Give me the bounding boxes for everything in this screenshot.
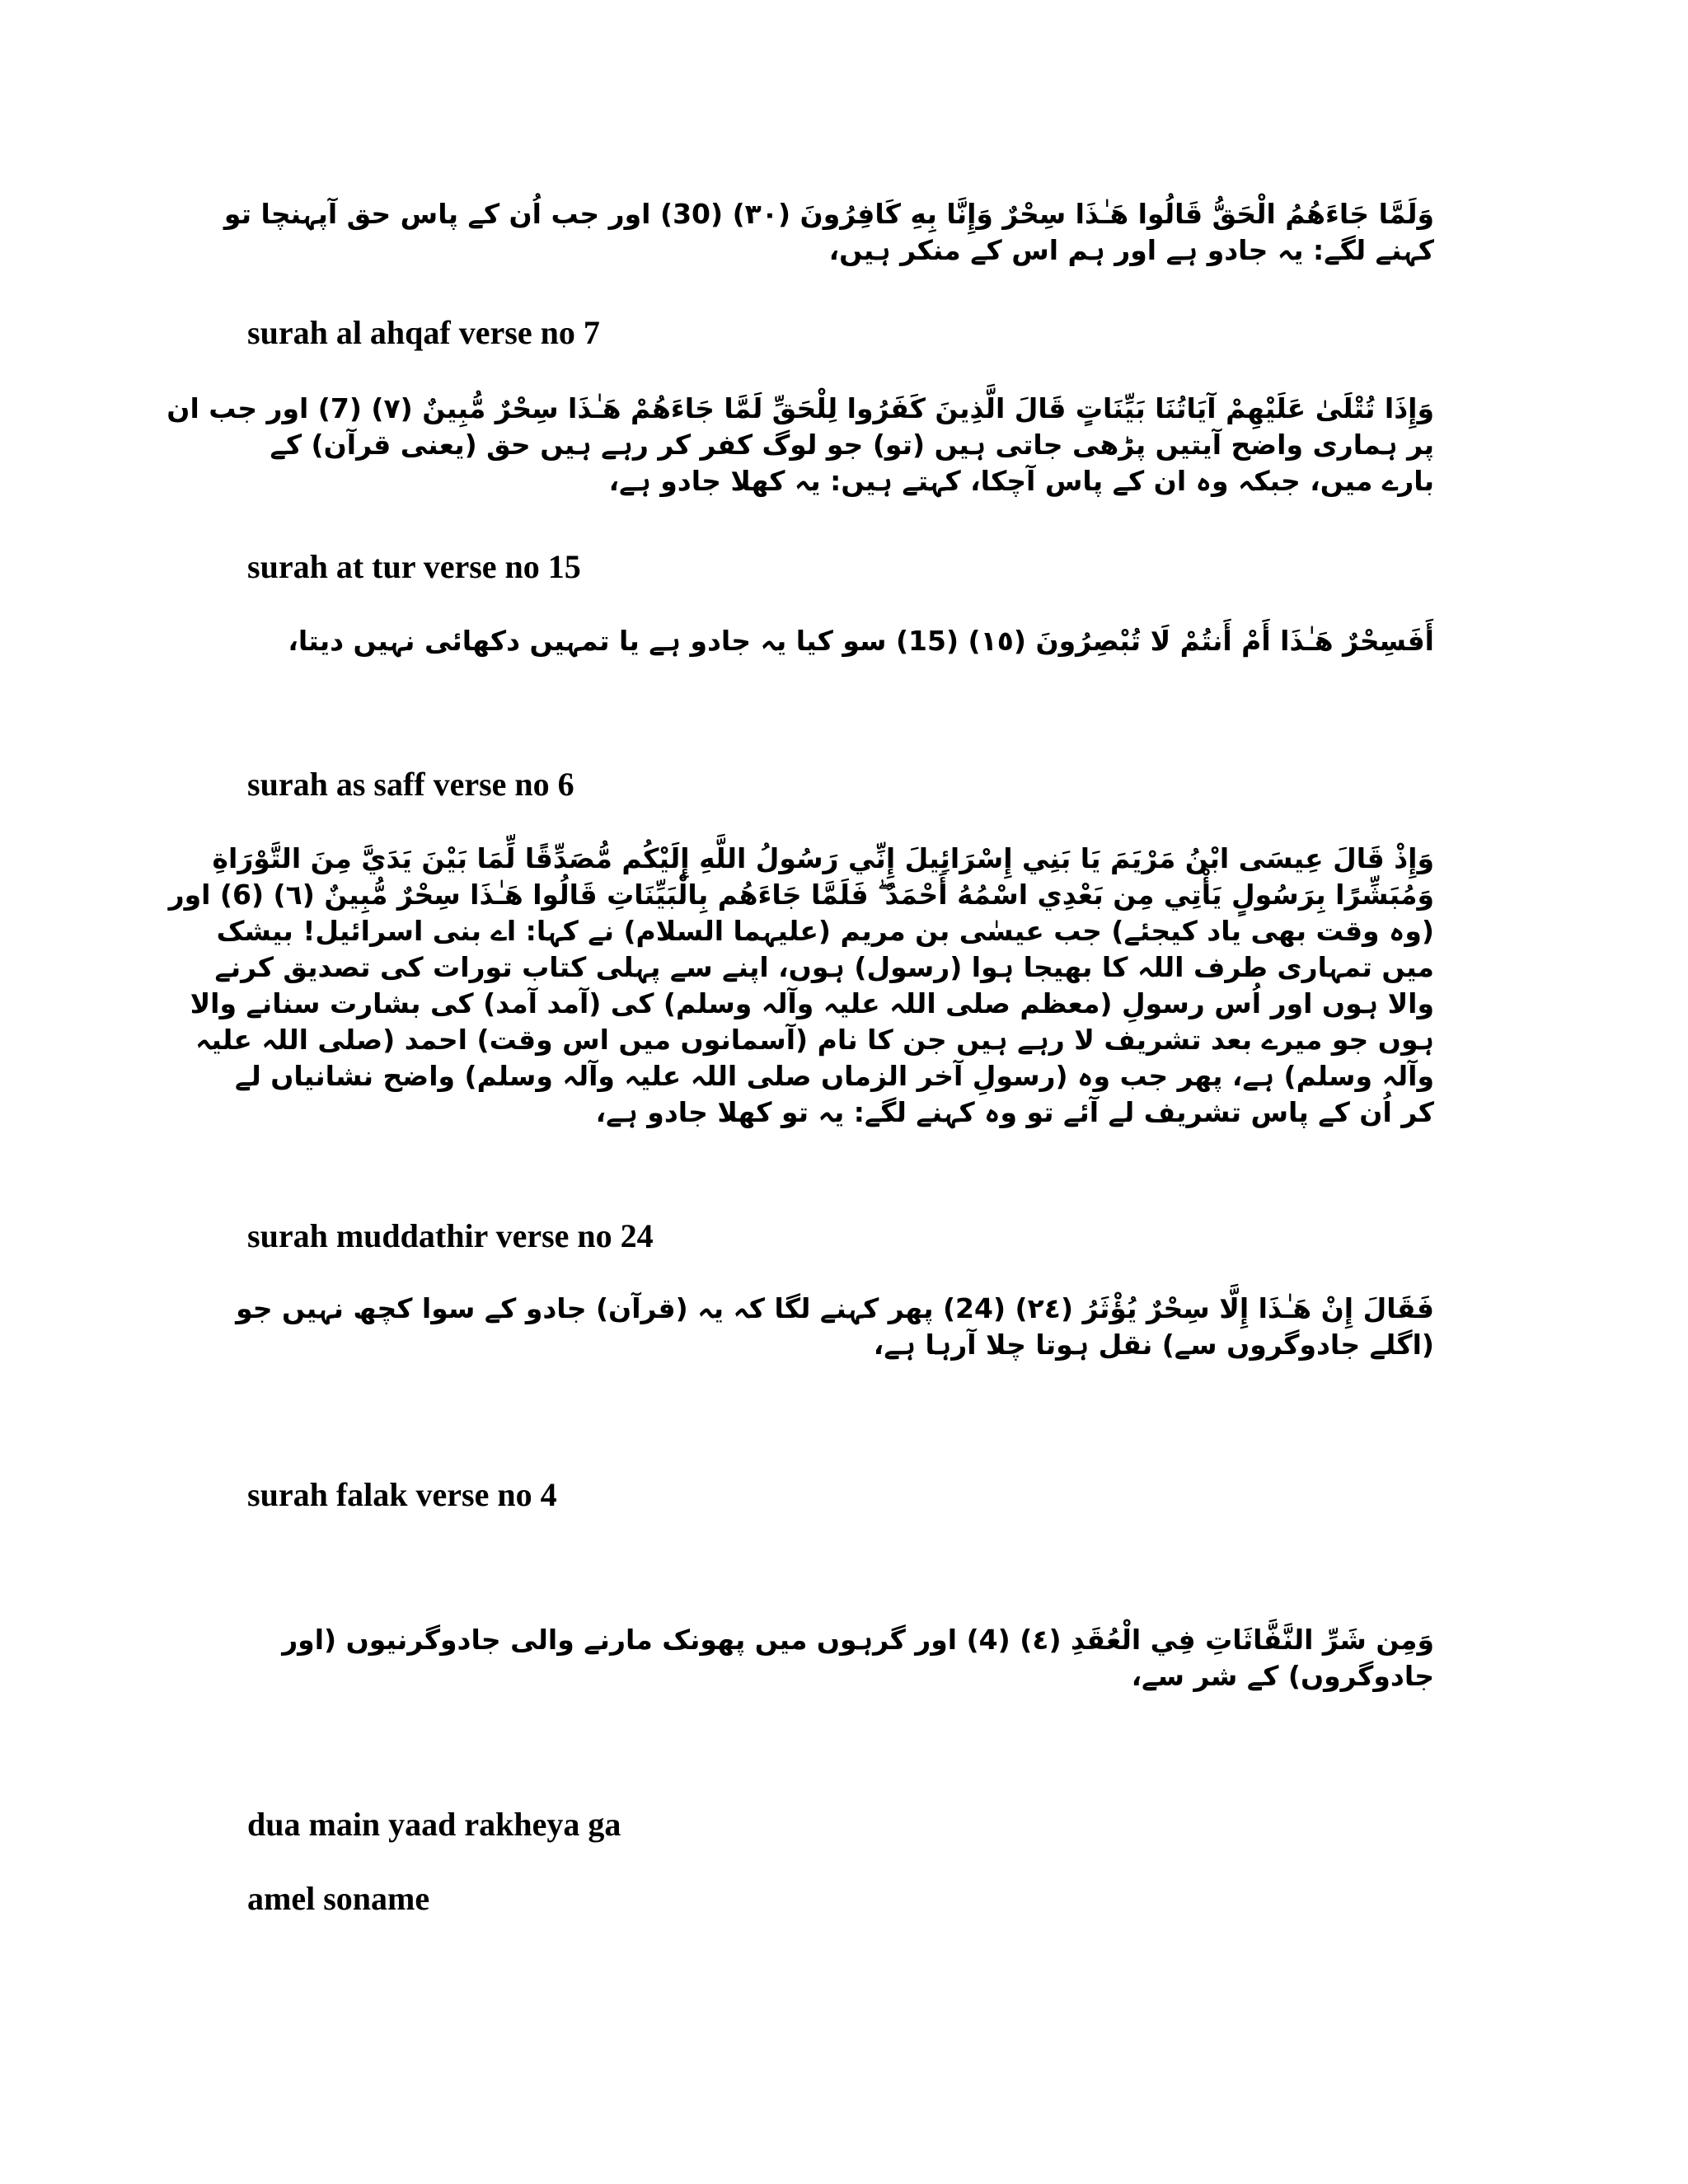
verse-line: وَمِن شَرِّ النَّفَّاثَاتِ فِي الْعُقَدِ (٤) (4) اور گرہوں میں پھونک مارنے والی جادوگرنیوں (اور bbox=[282, 1624, 1434, 1656]
verse-line: (وہ وقت بھی یاد کیجئے) جب عیسٰی بن مریم (علیہما السلام) نے کہا: اے بنی اسرائیل! بیشک bbox=[216, 915, 1434, 947]
verse-line: أَفَسِحْرٌ هَـٰذَا أَمْ أَنتُمْ لَا تُبْصِرُونَ (١٥) (15) سو کیا یہ جادو ہے یا تمہیں دکھائی نہیں دیتا، bbox=[288, 625, 1434, 657]
heading-as-saff: surah as saff verse no 6 bbox=[247, 766, 574, 803]
verse-line: میں تمہاری طرف اللہ کا بھیجا ہوا (رسول) ہوں، اپنے سے پہلی کتاب تورات کی تصدیق کرنے bbox=[214, 951, 1434, 983]
verse-block-6 bbox=[247, 1622, 1434, 1694]
verse-line: وَإِذْ قَالَ عِيسَى ابْنُ مَرْيَمَ يَا بَنِي إِسْرَائِيلَ إِنِّي رَسُولُ اللَّهِ إِلَيْكُم مُّصَدِّقًا لِّمَا بَيْنَ يَدَيَّ مِنَ التَّوْرَاةِ bbox=[212, 842, 1434, 874]
heading-muddathir: surah muddathir verse no 24 bbox=[247, 1217, 654, 1254]
verse-line: ہوں جو میرے بعد تشریف لا رہے ہیں جن کا نام (آسمانوں میں اس وقت) احمد (صلی اللہ علیہ bbox=[195, 1024, 1434, 1056]
verse-line: وَلَمَّا جَاءَهُمُ الْحَقُّ قَالُوا هَـٰذَا سِحْرٌ وَإِنَّا بِهِ كَافِرُونَ (٣٠) (30) اور جب اُن کے پاس حق آپہنچا تو bbox=[223, 198, 1434, 230]
closing-signature: amel soname bbox=[247, 1880, 430, 1917]
verse-block-3 bbox=[247, 623, 1434, 659]
verse-line: بارے میں، جبکہ وہ ان کے پاس آچکا، کہتے ہیں: یہ کھلا جادو ہے، bbox=[608, 465, 1434, 497]
verse-line: وَمُبَشِّرًا بِرَسُولٍ يَأْتِي مِن بَعْدِي اسْمُهُ أَحْمَدُ ۖ فَلَمَّا جَاءَهُم بِالْبَيِّنَاتِ قَالُوا هَـٰذَا سِحْرٌ مُّبِينٌ (٦) (6) اور bbox=[168, 879, 1434, 911]
heading-at-tur: surah at tur verse no 15 bbox=[247, 548, 581, 585]
verse-line: والا ہوں اور اُس رسولِ (معظم صلی اللہ علیہ وآلہ وسلم) کی (آمد آمد) کی بشارت سنانے والا bbox=[190, 987, 1434, 1019]
verse-block-5 bbox=[236, 1291, 1434, 1363]
heading-ahqaf: surah al ahqaf verse no 7 bbox=[247, 314, 600, 351]
verse-block-4 bbox=[168, 841, 1434, 1131]
verse-line: وآلہ وسلم) ہے، پھر جب وہ (رسولِ آخر الزماں صلی اللہ علیہ وآلہ وسلم) واضح نشانیاں لے bbox=[235, 1060, 1434, 1092]
closing-dua: dua main yaad rakheya ga bbox=[247, 1806, 621, 1843]
verse-line: جادوگروں) کے شر سے، bbox=[1131, 1660, 1434, 1692]
verse-line: فَقَالَ إِنْ هَـٰذَا إِلَّا سِحْرٌ يُؤْثَرُ (٢٤) (24) پھر کہنے لگا کہ یہ (قرآن) جادو کے سوا کچھ نہیں جو bbox=[236, 1292, 1434, 1324]
heading-falak: surah falak verse no 4 bbox=[247, 1476, 557, 1513]
verse-line: کہنے لگے: یہ جادو ہے اور ہم اس کے منکر ہیں، bbox=[828, 234, 1434, 266]
verse-line: (اگلے جادوگروں سے) نقل ہوتا چلا آرہا ہے، bbox=[873, 1329, 1434, 1361]
verse-block-2 bbox=[166, 391, 1434, 499]
verse-line: وَإِذَا تُتْلَىٰ عَلَيْهِمْ آيَاتُنَا بَيِّنَاتٍ قَالَ الَّذِينَ كَفَرُوا لِلْحَقِّ لَمَّا جَاءَهُمْ هَـٰذَا سِحْرٌ مُّبِينٌ (٧) (7) اور جب ان bbox=[166, 392, 1434, 424]
verse-block-1 bbox=[223, 196, 1434, 269]
verse-line: کر اُن کے پاس تشریف لے آئے تو وہ کہنے لگے: یہ تو کھلا جادو ہے، bbox=[595, 1096, 1434, 1128]
verse-line: پر ہماری واضح آیتیں پڑھی جاتی ہیں (تو) جو لوگ کفر کر رہے ہیں حق (یعنی قرآن) کے bbox=[270, 429, 1434, 461]
